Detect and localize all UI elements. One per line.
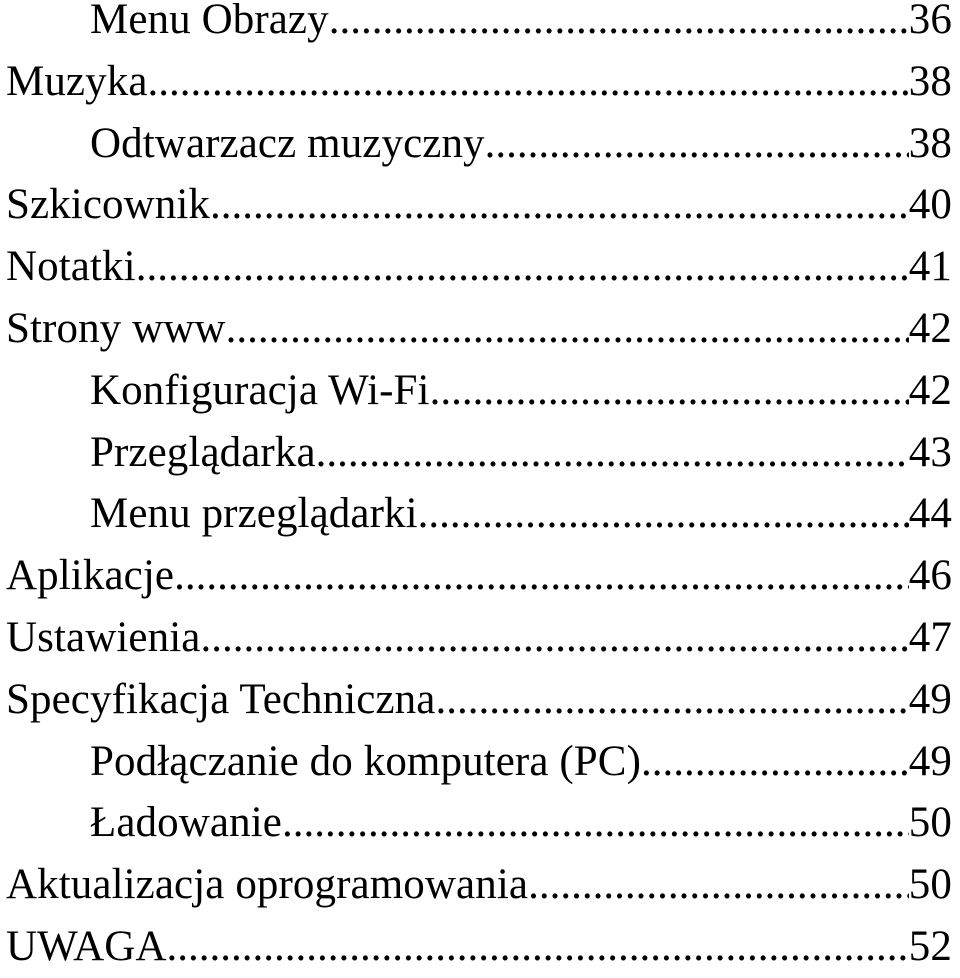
toc-entry-page: 43	[908, 428, 952, 476]
toc-entry[interactable]	[0, 916, 960, 978]
toc-entry-title: Menu Obrazy	[90, 0, 329, 43]
toc-entry-page: 50	[908, 861, 952, 909]
toc-leader-dots	[418, 483, 909, 545]
toc-leader-dots	[167, 916, 909, 978]
toc-leader-dots	[641, 731, 909, 793]
toc-entry[interactable]	[0, 113, 960, 175]
toc-leader-dots	[210, 174, 909, 236]
toc-entry-title: Menu przeglądarki	[90, 490, 418, 538]
toc-entry-page: 49	[908, 675, 952, 723]
toc-entry[interactable]	[0, 545, 960, 607]
toc-entry-title: Aplikacje	[6, 552, 175, 600]
toc-entry-page: 46	[908, 552, 952, 600]
toc-entry-page: 52	[908, 922, 952, 970]
toc-entry-page: 36	[908, 0, 952, 43]
toc-entry-page: 47	[908, 613, 952, 661]
toc-entry[interactable]	[0, 792, 960, 854]
toc-entry-title: Ustawienia	[6, 613, 201, 661]
toc-leader-dots	[282, 792, 909, 854]
toc-entry-page: 44	[908, 490, 952, 538]
toc-entry-page: 40	[908, 181, 952, 229]
toc-entry[interactable]	[0, 607, 960, 669]
toc-leader-dots	[316, 422, 909, 484]
toc-entry[interactable]	[0, 360, 960, 422]
toc-entry-title: Notatki	[6, 243, 136, 291]
toc-entry[interactable]	[0, 298, 960, 360]
toc-entry-title: Muzyka	[6, 57, 148, 105]
toc-leader-dots	[430, 360, 909, 422]
toc-entry-page: 38	[908, 57, 952, 105]
toc-entry[interactable]	[0, 174, 960, 236]
toc-entry[interactable]	[0, 0, 960, 51]
toc-entry-title: Podłączanie do komputera (PC)	[90, 737, 642, 785]
toc-entry-title: Aktualizacja oprogramowania	[6, 861, 529, 909]
toc-entry-title: Przeglądarka	[90, 428, 316, 476]
toc-leader-dots	[148, 51, 909, 113]
toc-leader-dots	[136, 236, 909, 298]
toc-entry-title: Strony www	[6, 304, 226, 352]
toc-leader-dots	[226, 298, 909, 360]
toc-entry-title: UWAGA	[6, 922, 167, 970]
toc-entry[interactable]	[0, 731, 960, 793]
toc-entry[interactable]	[0, 422, 960, 484]
toc-entry[interactable]	[0, 669, 960, 731]
toc-entry-page: 42	[908, 304, 952, 352]
toc-entry[interactable]	[0, 483, 960, 545]
toc-entry[interactable]	[0, 51, 960, 113]
toc-entry-title: Odtwarzacz muzyczny	[90, 119, 485, 167]
toc-entry-page: 41	[908, 243, 952, 291]
toc-leader-dots	[485, 113, 909, 175]
toc-entry-page: 42	[908, 366, 952, 414]
toc-entry-title: Specyfikacja Techniczna	[6, 675, 436, 723]
toc-leader-dots	[528, 854, 909, 916]
toc-entry-title: Konfiguracja Wi-Fi	[90, 366, 430, 414]
toc-entry-title: Szkicownik	[6, 181, 211, 229]
toc-entry-page: 38	[908, 119, 952, 167]
toc-entry[interactable]	[0, 236, 960, 298]
toc-entry[interactable]	[0, 854, 960, 916]
toc-leader-dots	[329, 0, 909, 51]
toc-leader-dots	[200, 607, 908, 669]
toc-leader-dots	[174, 545, 909, 607]
toc-entry-page: 49	[908, 737, 952, 785]
toc-entry-page: 50	[908, 799, 952, 847]
toc-leader-dots	[435, 669, 908, 731]
toc-entry-title: Ładowanie	[90, 799, 282, 847]
